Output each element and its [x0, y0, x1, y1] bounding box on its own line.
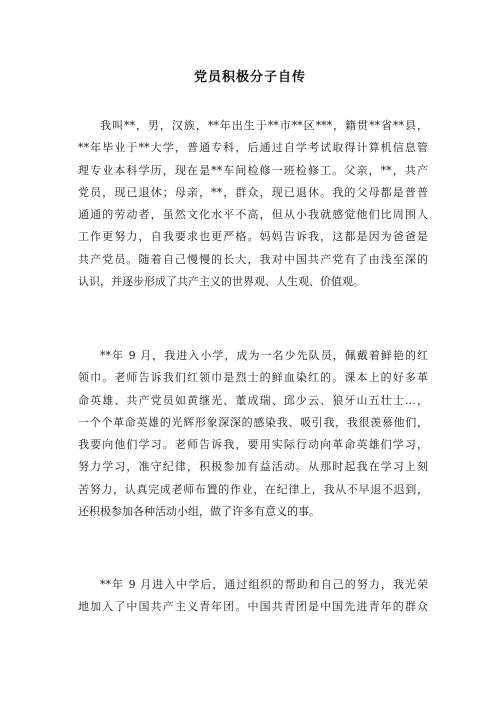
text-line: 地加入了中国共产主义青年团。中国共青团是中国先进青年的群众	[78, 600, 428, 614]
paragraph-2	[78, 345, 428, 523]
text-line: 一个个革命英雄的光辉形象深深的感染我、吸引我，我很羡慕他们，	[78, 415, 428, 429]
text-line: **年毕业于**大学，普通专科，后通过自学考试取得计算机信息管	[78, 141, 428, 155]
document-title: 党员积极分子自传	[193, 70, 306, 85]
text-line: 共产党员。随着自己慢慢的长大，我对中国共产党有了由浅至深的	[78, 252, 428, 266]
text-line: 认识，并逐步形成了共产主义的世界观、人生观、价值观。	[78, 275, 364, 289]
text-line: 我要向他们学习。老师告诉我，要用实际行动向革命英雄们学习，	[78, 438, 428, 452]
text-line: 理专业本科学历，现在是**车间检修一班检修工。父亲，**，共产	[78, 163, 428, 177]
text-line: 领巾。老师告诉我们红领巾是烈士的鲜血染红的。课本上的好多革	[78, 371, 428, 385]
text-line: 工作更努力，自我要求也更严格。妈妈告诉我，这都是因为爸爸是	[78, 230, 428, 244]
text-line: **年 9 月进入中学后，通过组织的帮助和自己的努力，我光荣	[100, 578, 428, 591]
text-line: 通通的劳动者，虽然文化水平不高，但从小我就感觉他们比周围人	[78, 208, 428, 222]
text-line: 苦努力，认真完成老师布置的作业，在纪律上，我从不早退不迟到，	[78, 482, 428, 496]
text-line: 党员，现已退休；母亲，**，群众，现已退休。我的父母都是普普	[78, 185, 428, 199]
text-line: 我叫**，男，汉族，**年出生于**市**区***，籍贯**省**县，	[100, 119, 428, 132]
text-line: **年 9 月，我进入小学，成为一名少先队员，佩戴着鲜艳的红	[100, 349, 428, 362]
text-line: 命英雄、共产党员如黄继光、董成瑞、邱少云、狼牙山五壮士…，	[78, 393, 428, 407]
paragraph-1	[78, 115, 428, 293]
text-line: 努力学习，准守纪律，积极参加有益活动。从那时起我在学习上刻	[78, 460, 428, 474]
text-line: 还积极参加各种活动小组，做了许多有意义的事。	[78, 505, 320, 519]
paragraph-3	[78, 574, 428, 619]
